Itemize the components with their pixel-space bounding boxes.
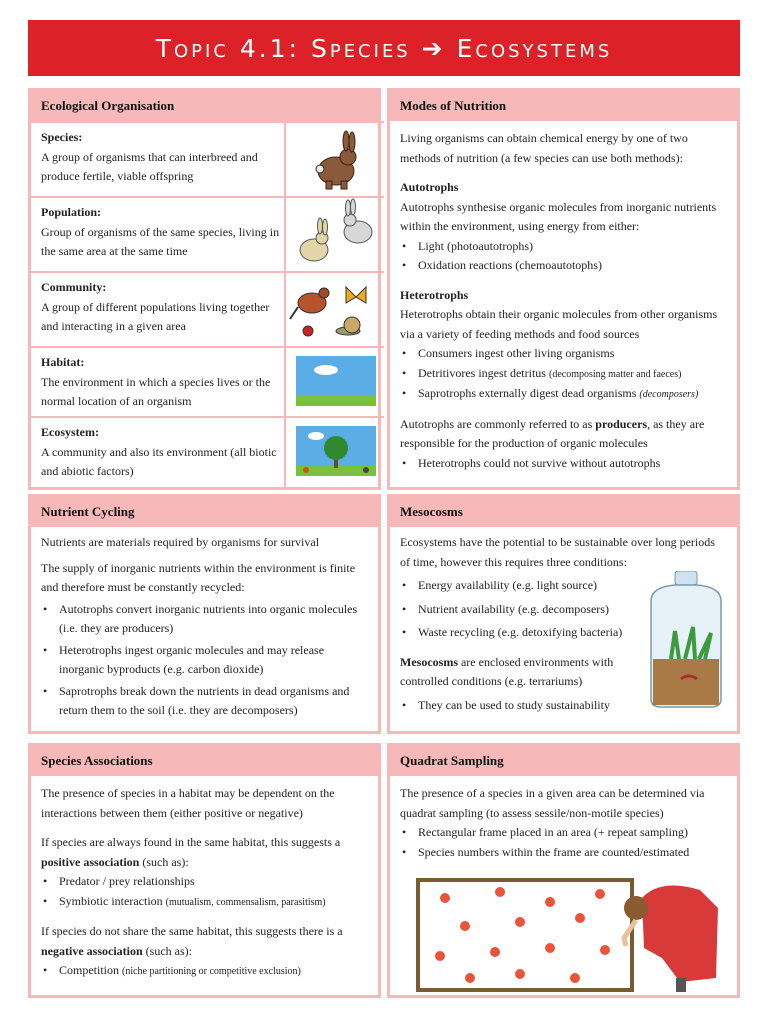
list-item: • Detritivores ingest detritus (decomposing matter and faeces) <box>400 364 727 385</box>
page-title: Topic 4.1: Species ➔ Ecosystems <box>155 33 613 63</box>
eco-row-population <box>31 196 384 271</box>
panel-modes-of-nutrition <box>387 88 740 490</box>
panel-heading: Nutrient Cycling <box>31 497 378 527</box>
list-item: • Saprotrophs break down the nutrients in dead organisms and return them to the soil (i.e. they are decomposers) <box>41 682 368 721</box>
community-icon <box>286 273 386 346</box>
list-item: • Species numbers within the frame are counted/estimated <box>400 843 727 863</box>
bullet-list <box>41 872 368 912</box>
list-item: • Heterotrophs ingest organic molecules and may release inorganic byproducts (e.g. carbon dioxide) <box>41 641 368 680</box>
rabbits-icon <box>286 198 386 271</box>
paragraph: Living organisms can obtain chemical energy by one of two methods of nutrition (a few species can use both methods): <box>400 131 688 165</box>
panel-heading: Quadrat Sampling <box>390 746 737 776</box>
list-item: • Energy availability (e.g. light source) <box>400 576 727 596</box>
panel-heading: Ecological Organisation <box>31 91 378 121</box>
rabbit-icon <box>286 123 386 196</box>
definition: A group of different populations living together and interacting in a given area <box>41 299 270 333</box>
list-item: • Heterotrophs could not survive without autotrophs <box>400 454 727 474</box>
definition: The environment in which a species lives or the normal location of an organism <box>41 374 271 408</box>
panel-ecological-organisation <box>28 88 381 490</box>
paragraph: If species do not share the same habitat, this suggests there is a negative association (such as): <box>41 924 343 958</box>
list-item: • Consumers ingest other living organisms <box>400 344 727 364</box>
bullet-list <box>400 823 727 862</box>
list-item: • Symbiotic interaction (mutualism, commensalism, parasitism) <box>41 892 368 913</box>
list-item: • Saprotrophs externally digest dead organisms (decomposers) <box>400 384 727 405</box>
term: Ecosystem: <box>41 425 99 439</box>
definition: A group of organisms that can interbreed and produce fertile, viable offspring <box>41 149 258 183</box>
panel-heading: Modes of Nutrition <box>390 91 737 121</box>
list-item: • Predator / prey relationships <box>41 872 368 892</box>
eco-row-habitat <box>31 346 384 416</box>
list-item: • Light (photoautotrophs) <box>400 237 727 257</box>
panel-species-associations <box>28 743 381 998</box>
bullet-list <box>41 961 368 982</box>
panel-quadrat-sampling <box>387 743 740 998</box>
landscape-icon <box>286 348 386 416</box>
bullet-list <box>400 344 727 405</box>
paragraph: Nutrients are materials required by organisms for survival <box>41 535 320 549</box>
ecosystem-illustration <box>284 418 386 487</box>
list-item: • Rectangular frame placed in an area (+ repeat sampling) <box>400 823 727 843</box>
quadrat-illustration <box>400 878 730 998</box>
rabbits-illustration <box>284 198 386 271</box>
eco-rows <box>31 121 378 487</box>
definition: Group of organisms of the same species, living in the same area at the same time <box>41 224 280 258</box>
ecosystem-icon <box>286 418 386 487</box>
definition: A community and also its environment (all biotic and abiotic factors) <box>41 444 277 478</box>
community-illustration <box>284 273 386 346</box>
eco-row-ecosystem <box>31 416 384 487</box>
term: Habitat: <box>41 355 85 369</box>
paragraph: If species are always found in the same habitat, this suggests a positive association (such as): <box>41 835 341 869</box>
eco-row-community <box>31 271 384 346</box>
paragraph: The presence of species in a habitat may be dependent on the interactions between them (either positive or negative) <box>41 786 335 820</box>
term: Species: <box>41 130 83 144</box>
panel-heading: Species Associations <box>31 746 378 776</box>
paragraph: The supply of inorganic nutrients within the environment is finite and therefore must be constantly recycled: <box>41 560 356 594</box>
panel-heading: Mesocosms <box>390 497 737 527</box>
habitat-illustration <box>284 348 386 416</box>
list-item: • Oxidation reactions (chemoautotophs) <box>400 256 727 276</box>
terrarium-illustration <box>641 571 731 711</box>
paragraph: Heterotrophs obtain their organic molecules from other organisms via a variety of feeding methods and food sources <box>400 307 718 341</box>
term: Population: <box>41 205 102 219</box>
term: Community: <box>41 280 107 294</box>
subheading: Autotrophs <box>400 180 459 194</box>
paragraph: Autotrophs synthesise organic molecules from inorganic nutrients within the environment, using energy from either: <box>400 199 717 233</box>
title-banner <box>28 20 740 76</box>
paragraph: Mesocosms are enclosed environments with controlled conditions (e.g. terrariums) <box>400 654 614 688</box>
list-item: • Nutrient availability (e.g. decomposers) <box>400 600 727 620</box>
eco-row-species <box>31 121 384 196</box>
list-item: • Waste recycling (e.g. detoxifying bacteria) <box>400 623 727 643</box>
rabbit-illustration <box>284 123 386 196</box>
panel-mesocosms <box>387 494 740 734</box>
list-item: • Autotrophs convert inorganic nutrients into organic molecules (i.e. they are producers) <box>41 600 368 639</box>
subheading: Heterotrophs <box>400 287 469 302</box>
paragraph: The presence of a species in a given area can be determined via quadrat sampling (to assess sessile/non-motile species) <box>400 786 705 820</box>
bullet-list <box>400 237 727 276</box>
bullet-list <box>41 600 368 721</box>
panel-nutrient-cycling <box>28 494 381 734</box>
bullet-list <box>400 454 727 474</box>
paragraph: Ecosystems have the potential to be sustainable over long periods of time, however this requires three conditions: <box>400 535 715 569</box>
paragraph: Autotrophs are commonly referred to as producers, as they are responsible for the production of organic molecules <box>400 416 705 450</box>
list-item: • Competition (niche partitioning or competitive exclusion) <box>41 961 368 982</box>
list-item: • They can be used to study sustainability <box>400 696 727 716</box>
